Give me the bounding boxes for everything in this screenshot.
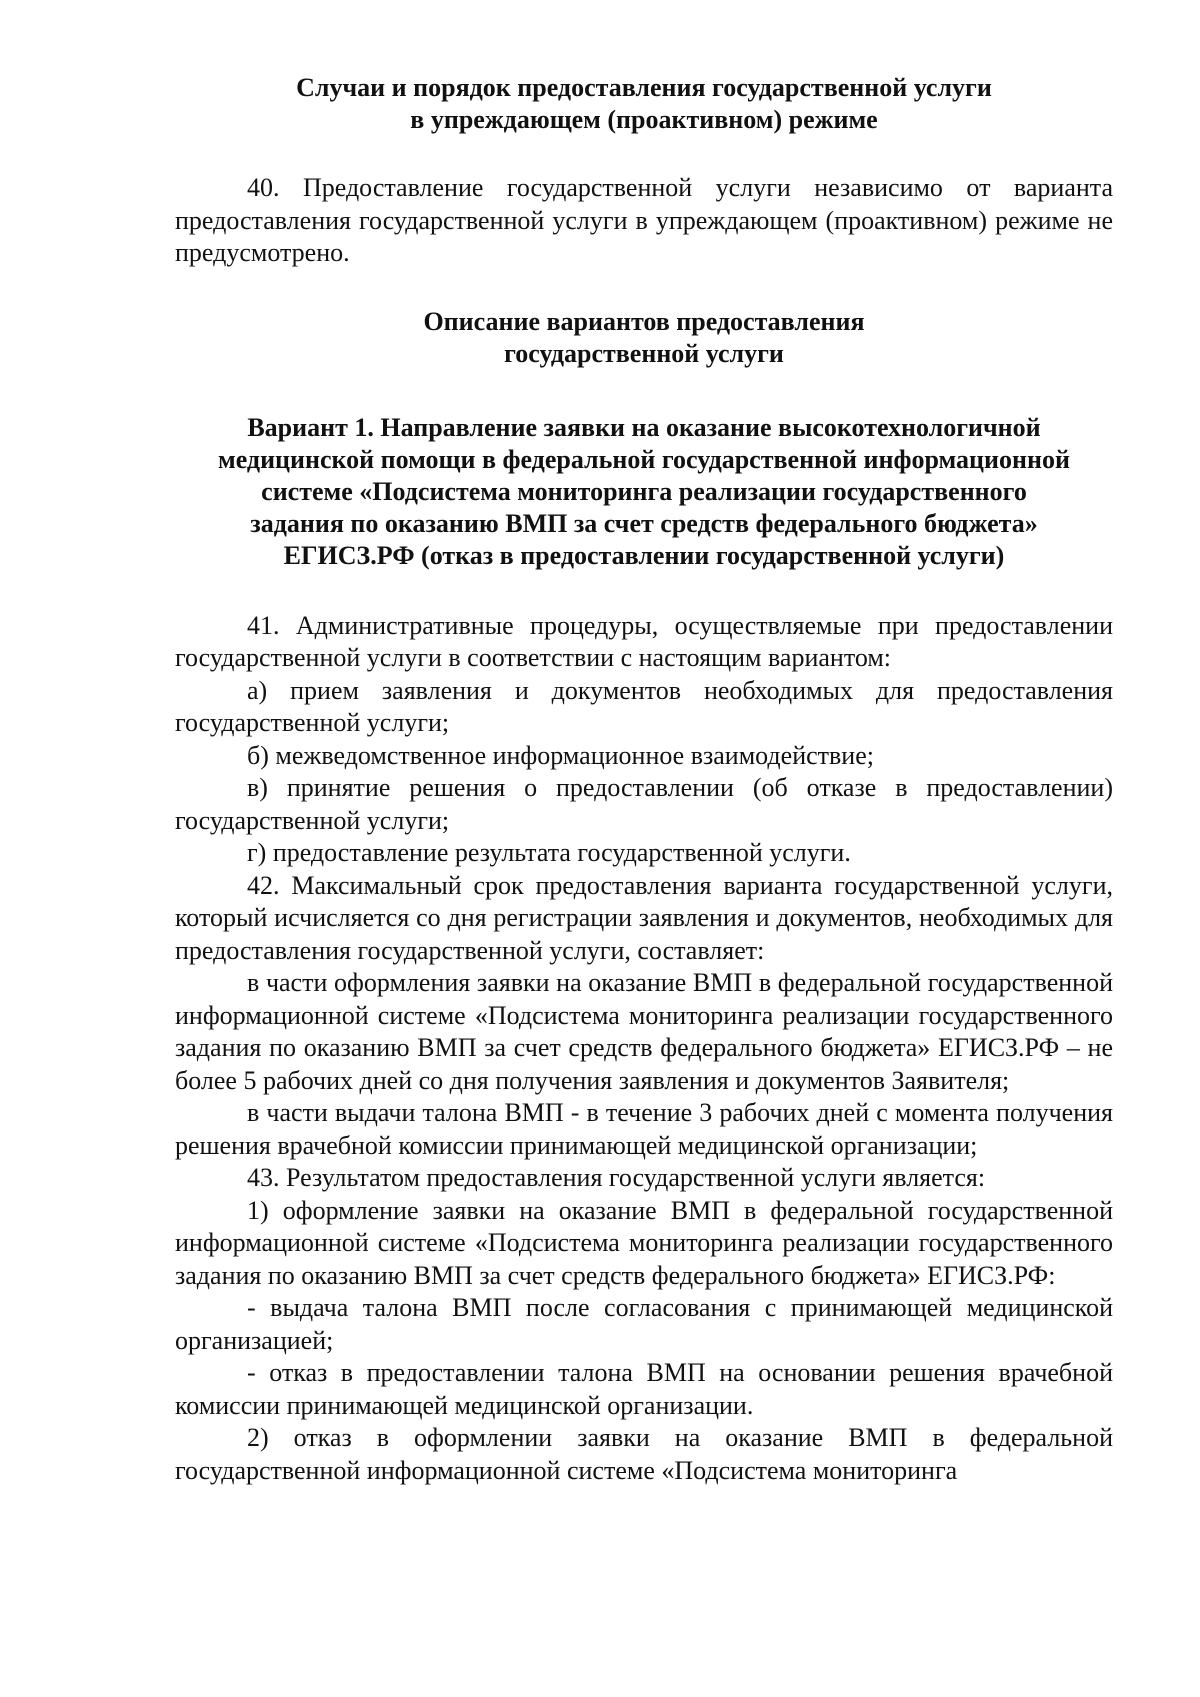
heading-line: задания по оказанию ВМП за счет средств федерального бюджета» bbox=[250, 508, 1038, 538]
heading-line: государственной услуги bbox=[504, 338, 784, 368]
document-content bbox=[175, 72, 1113, 1487]
heading-line: медицинской помощи в федеральной государственной информационной bbox=[218, 444, 1070, 474]
heading-line: Описание вариантов предоставления bbox=[423, 306, 865, 336]
list-item-g: г) предоставление результата государственной услуги. bbox=[247, 838, 851, 867]
list-item-b: б) межведомственное информационное взаимодействие; bbox=[247, 740, 874, 770]
paragraph-43-item-2: 2) отказ в оформлении заявки на оказание ВМП в федеральной государственной информационной системе «Подсистема мониторинга bbox=[175, 1423, 1113, 1485]
heading-line: Вариант 1. Направление заявки на оказание высокотехнологичной bbox=[247, 412, 1041, 442]
variant-1-heading bbox=[175, 412, 1113, 572]
paragraph-42-term-application: в части оформления заявки на оказание ВМП в федеральной государственной информационной системе «Подсистема мониторинга реализации государственного задания по оказанию ВМП за счет средств федерального бюджета» ЕГИСЗ.РФ – не более 5 рабочих дней со дня получения заявления и документов Заявителя; bbox=[175, 968, 1113, 1095]
heading-line: ЕГИСЗ.РФ (отказ в предоставлении государственной услуги) bbox=[283, 540, 1005, 570]
paragraph-43-dash-1: - выдача талона ВМП после согласования с принимающей медицинской организацией; bbox=[175, 1293, 1113, 1355]
paragraph-42-term-coupon: в части выдачи талона ВМП - в течение 3 рабочих дней с момента получения решения врачебной комиссии принимающей медицинской организации; bbox=[175, 1098, 1113, 1160]
section-heading-proactive bbox=[175, 72, 1113, 136]
list-item-a: а) прием заявления и документов необходимых для предоставления государственной услуги; bbox=[175, 675, 1113, 737]
section-heading-variants bbox=[175, 306, 1113, 370]
paragraph-43: 43. Результатом предоставления государственной услуги является: bbox=[247, 1163, 986, 1192]
paragraph-43-dash-2: - отказ в предоставлении талона ВМП на основании решения врачебной комиссии принимающей медицинской организации. bbox=[175, 1358, 1113, 1420]
heading-line: системе «Подсистема мониторинга реализации государственного bbox=[261, 476, 1027, 506]
paragraph-40: 40. Предоставление государственной услуги независимо от варианта предоставления государственной услуги в упреждающем (проактивном) режиме не предусмотрено. bbox=[175, 173, 1113, 267]
paragraph-41: 41. Административные процедуры, осуществляемые при предоставлении государственной услуги в соответствии с настоящим вариантом: bbox=[175, 610, 1113, 672]
list-item-v: в) принятие решения о предоставлении (об отказе в предоставлении) государственной услуги; bbox=[175, 773, 1113, 835]
paragraph-43-item-1: 1) оформление заявки на оказание ВМП в федеральной государственной информационной системе «Подсистема мониторинга реализации государственного задания по оказанию ВМП за счет средств федерального бюджета» ЕГИСЗ.РФ: bbox=[175, 1195, 1113, 1290]
paragraph-42: 42. Максимальный срок предоставления варианта государственной услуги, который исчисляется со дня регистрации заявления и документов, необходимых для предоставления государственной услуги, составляет: bbox=[175, 870, 1113, 965]
heading-line: в упреждающем (проактивном) режиме bbox=[410, 105, 878, 134]
heading-line: Случаи и порядок предоставления государственной услуги bbox=[296, 73, 992, 102]
